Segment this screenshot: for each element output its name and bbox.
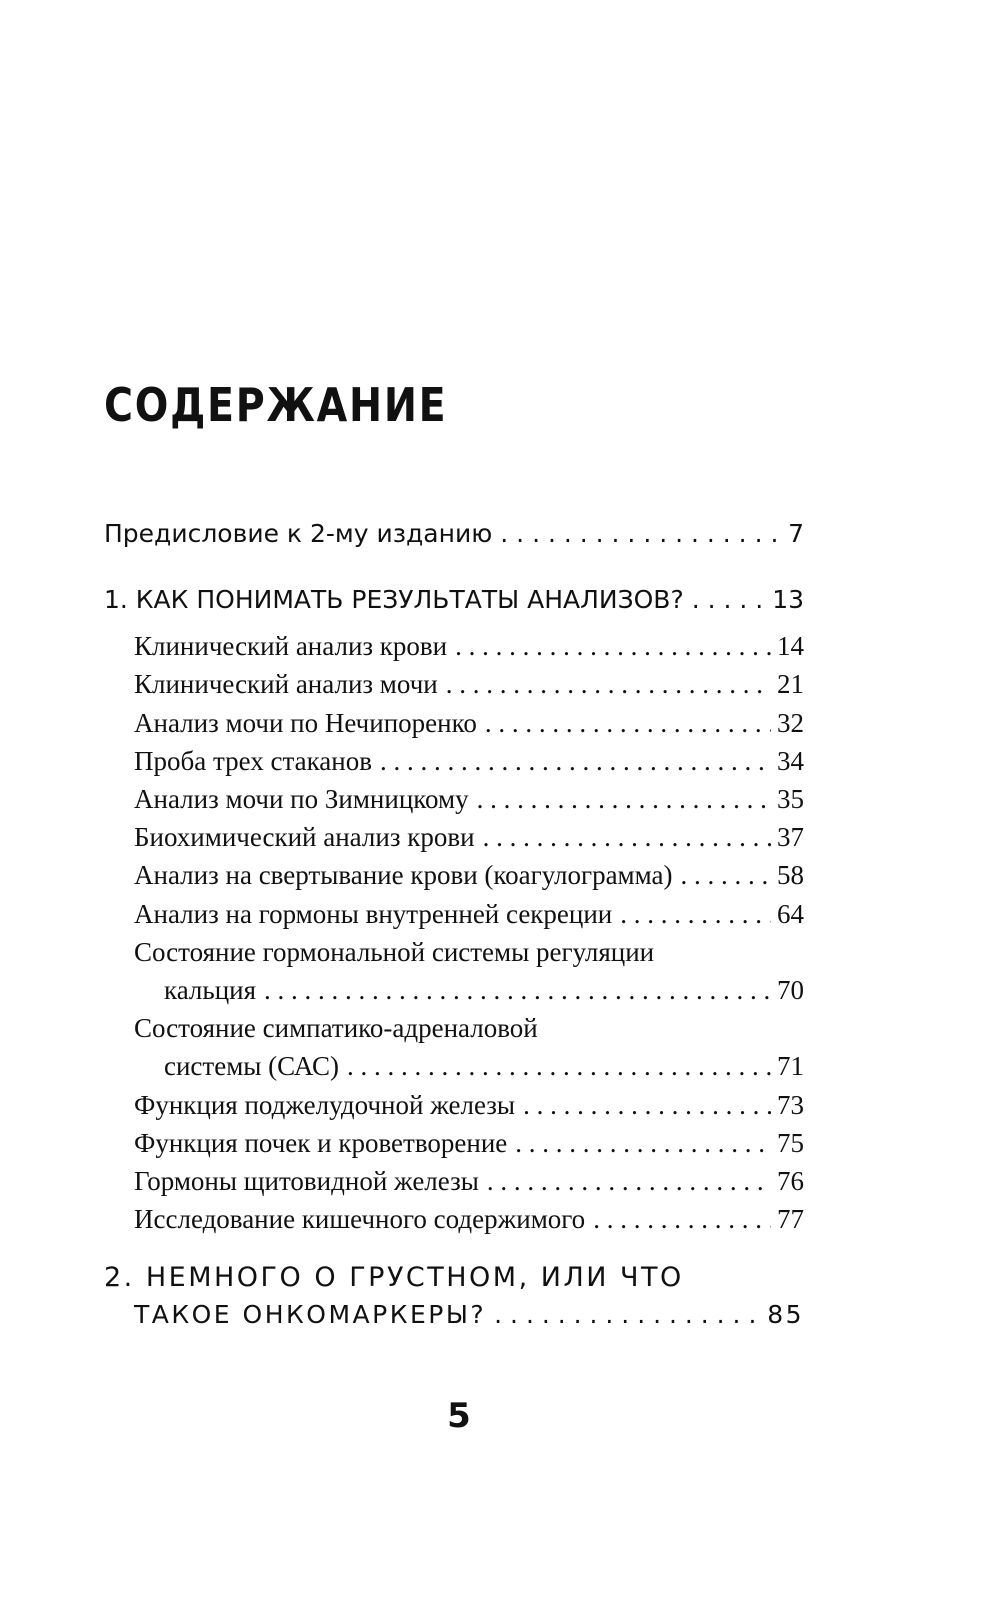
toc-entry-label: Проба трех стаканов (134, 746, 372, 776)
toc-page-number: 76 (777, 1166, 804, 1196)
toc-chapter-label: 1. КАК ПОНИМАТЬ РЕЗУЛЬТАТЫ АНАЛИЗОВ? (104, 585, 684, 614)
toc-entry[interactable] (134, 898, 804, 930)
toc-page-number: 73 (777, 1090, 804, 1120)
dot-leader (446, 668, 771, 700)
toc-page-number: 71 (777, 1051, 804, 1081)
toc-entry-label: Анализ мочи по Нечипоренко (134, 708, 477, 738)
toc-entry[interactable] (164, 1050, 804, 1082)
toc-entry-label: кальция (164, 975, 257, 1005)
toc-page-number: 14 (777, 631, 804, 661)
toc-entry-preface[interactable] (104, 518, 804, 550)
dot-leader (494, 1299, 761, 1331)
toc-entry-label: Анализ мочи по Зимницкому (134, 784, 469, 814)
toc-entry[interactable] (134, 1203, 804, 1235)
toc-chapter-2[interactable] (134, 1299, 804, 1331)
toc-entry-label: Предисловие к 2-му изданию (104, 519, 493, 548)
toc-entry-label: Анализ на свертывание крови (коагулограмма) (134, 860, 673, 890)
toc-entry-label: системы (САС) (164, 1051, 339, 1081)
toc-page-number: 70 (777, 975, 804, 1005)
toc-entry-label: Гормоны щитовидной железы (134, 1166, 479, 1196)
toc-entry[interactable] (134, 1127, 804, 1159)
toc-chapter-label: ТАКОЕ ОНКОМАРКЕРЫ? (134, 1300, 487, 1329)
toc-page-number: 58 (777, 860, 804, 890)
toc-entry-label: Анализ на гормоны внутренней секреции (134, 899, 613, 929)
toc-page-number: 21 (777, 669, 804, 699)
dot-leader (620, 898, 771, 930)
toc-page-number: 75 (777, 1128, 804, 1158)
toc-page-number: 64 (777, 899, 804, 929)
toc-page-number: 13 (772, 585, 804, 614)
toc-entry[interactable] (134, 783, 804, 815)
toc-entry-label: Функция почек и кроветворение (134, 1128, 508, 1158)
toc-entry[interactable] (134, 668, 804, 700)
dot-leader (455, 630, 771, 662)
dot-leader (264, 974, 771, 1006)
toc-entry-label-line1[interactable]: Состояние гормональной системы регуляции (134, 937, 655, 967)
toc-chapter-2-line1[interactable]: 2. НЕМНОГО О ГРУСТНОМ, ИЛИ ЧТО (104, 1262, 684, 1293)
dot-leader (347, 1050, 771, 1082)
toc-page-number: 7 (788, 519, 804, 548)
dot-leader (485, 707, 771, 739)
page-title: СОДЕРЖАНИЕ (104, 378, 448, 432)
toc-entry-label: Исследование кишечного содержимого (134, 1204, 586, 1234)
dot-leader (500, 518, 782, 550)
page-number: 5 (447, 1396, 471, 1436)
dot-leader (515, 1127, 771, 1159)
toc-entry-label: Клинический анализ крови (134, 631, 448, 661)
dot-leader (593, 1203, 771, 1235)
toc-page-number: 85 (767, 1300, 804, 1329)
dot-leader (380, 745, 771, 777)
toc-page-number: 37 (777, 822, 804, 852)
toc-page-number: 34 (777, 746, 804, 776)
toc-page-number: 32 (777, 708, 804, 738)
toc-chapter-1[interactable] (104, 584, 804, 616)
toc-entry[interactable] (134, 745, 804, 777)
toc-page-number: 77 (777, 1204, 804, 1234)
dot-leader (523, 1089, 771, 1121)
toc-entry-label: Биохимический анализ крови (134, 822, 475, 852)
toc-entry-label-line1[interactable]: Состояние симпатико-адреналовой (134, 1013, 538, 1043)
toc-entry-label: Клинический анализ мочи (134, 669, 438, 699)
toc-entry[interactable] (164, 974, 804, 1006)
dot-leader (477, 783, 771, 815)
toc-entry[interactable] (134, 821, 804, 853)
toc-entry[interactable] (134, 707, 804, 739)
dot-leader (483, 821, 771, 853)
dot-leader (487, 1165, 771, 1197)
toc-entry[interactable] (134, 1165, 804, 1197)
toc-page-number: 35 (777, 784, 804, 814)
toc-entry[interactable] (134, 1089, 804, 1121)
toc-entry-label: Функция поджелудочной железы (134, 1090, 516, 1120)
toc-entry[interactable] (134, 859, 804, 891)
dot-leader (692, 584, 766, 616)
dot-leader (681, 859, 771, 891)
toc-entry[interactable] (134, 630, 804, 662)
